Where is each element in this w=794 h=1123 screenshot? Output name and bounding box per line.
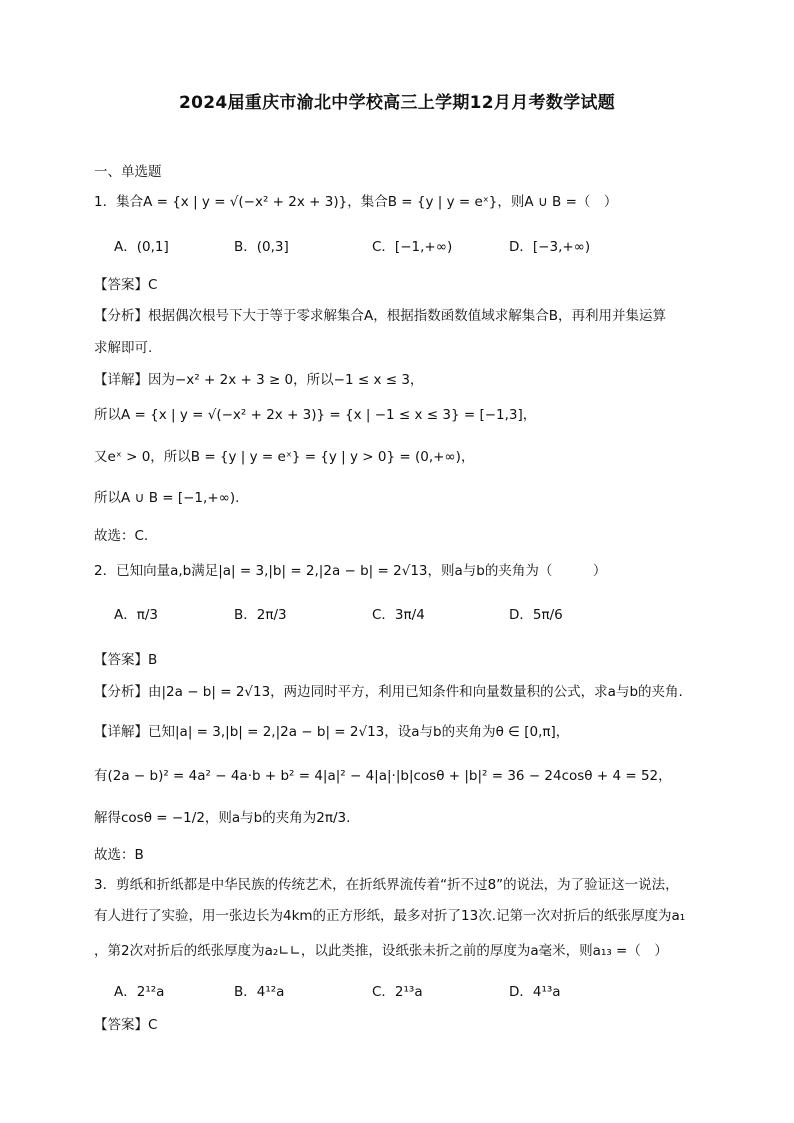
q2-option-b: B．2π/3 <box>234 607 287 623</box>
q2-option-c: C．3π/4 <box>372 607 425 623</box>
q1-detail-line-3: 又eˣ > 0，所以B = {y | y = eˣ} = {y | y > 0} = (0,+∞)， <box>94 449 475 465</box>
q3-option-c: C．2¹³a <box>372 984 423 1000</box>
q1-analysis-line-1: 【分析】根据偶次根号下大于等于零求解集合A，根据指数函数值域求解集合B，再利用并集运算 <box>94 308 666 324</box>
q1-detail-line-1: 【详解】因为−x² + 2x + 3 ≥ 0，所以−1 ≤ x ≤ 3， <box>94 372 424 388</box>
q2-option-d: D．5π/6 <box>509 607 563 623</box>
q1-detail-line-4: 所以A ∪ B = [−1,+∞). <box>94 490 240 506</box>
page-title: 2024届重庆市渝北中学校高三上学期12月月考数学试题 <box>178 93 616 113</box>
q1-analysis-line-2: 求解即可. <box>94 340 153 356</box>
q2-choice: 故选：B <box>94 847 144 863</box>
q2-detail-line-1: 【详解】已知|a| = 3,|b| = 2,|2a − b| = 2√13，设a与b的夹角为θ ∈ [0,π]， <box>94 724 570 740</box>
q1-option-c: C．[−1,+∞) <box>372 239 453 255</box>
q2-detail-line-2: 有(2a − b)² = 4a² − 4a·b + b² = 4|a|² − 4|a|·|b|cosθ + |b|² = 36 − 24cosθ + 4 = 52， <box>94 768 672 784</box>
q3-option-a: A．2¹²a <box>114 984 165 1000</box>
q3-stem-line-3: ，第2次对折后的纸张厚度为a₂∟∟，以此类推，设纸张未折之前的厚度为a毫米，则a₁₃ =（ ） <box>94 943 668 959</box>
q3-option-d: D．4¹³a <box>509 984 561 1000</box>
q1-option-d: D．[−3,+∞) <box>509 239 591 255</box>
q2-option-a: A．π/3 <box>114 607 159 623</box>
q1-stem: 1．集合A = {x | y = √(−x² + 2x + 3)}，集合B = {y | y = eˣ}，则A ∪ B =（ ） <box>94 194 618 210</box>
q3-option-b: B．4¹²a <box>234 984 285 1000</box>
section-heading: 一、单选题 <box>94 164 162 180</box>
q3-stem-line-1: 3．剪纸和折纸都是中华民族的传统艺术，在折纸界流传着“折不过8”的说法，为了验证这一说法， <box>94 877 679 893</box>
q3-answer: 【答案】C <box>94 1017 158 1033</box>
q1-detail-line-2: 所以A = {x | y = √(−x² + 2x + 3)} = {x | −1 ≤ x ≤ 3} = [−1,3]， <box>94 407 537 423</box>
q2-analysis: 【分析】由|2a − b| = 2√13，两边同时平方，利用已知条件和向量数量积的公式，求a与b的夹角. <box>94 684 683 700</box>
q1-answer: 【答案】C <box>94 277 158 293</box>
q1-choice: 故选：C. <box>94 528 149 544</box>
q2-answer: 【答案】B <box>94 652 158 668</box>
q2-detail-line-3: 解得cosθ = −1/2，则a与b的夹角为2π/3. <box>94 810 351 826</box>
q2-stem: 2．已知向量a,b满足|a| = 3,|b| = 2,|2a − b| = 2√13，则a与b的夹角为（ ） <box>94 563 607 579</box>
q1-option-a: A．(0,1] <box>114 239 169 255</box>
q3-stem-line-2: 有人进行了实验，用一张边长为4km的正方形纸，最多对折了13次.记第一次对折后的纸张厚度为a₁ <box>94 908 686 924</box>
q1-option-b: B．(0,3] <box>234 239 289 255</box>
